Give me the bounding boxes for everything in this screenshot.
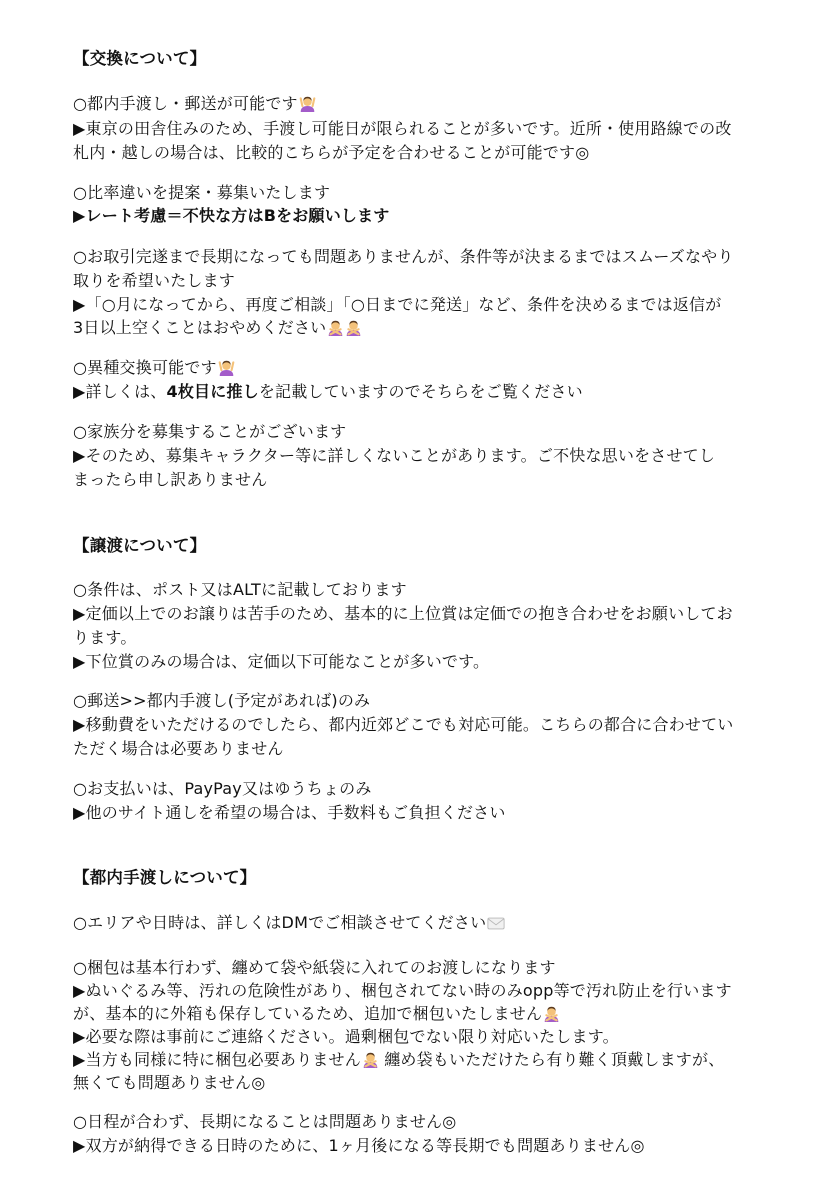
transfer-item2-title: ○郵送>>都内手渡し(予定があれば)のみ <box>73 691 371 710</box>
person-gesturing-no-icon <box>362 1051 379 1068</box>
exchange-item3-line2: 3日以上空くことはおやめください <box>73 317 362 339</box>
handover-item2-line2: が、基本的に外箱も保存しているため、追加で梱包いたしません <box>73 1003 560 1025</box>
transfer-item2-line2: ただく場合は必要ありません <box>73 739 284 758</box>
exchange-item1-line1: ▶東京の田舎住みのため、手渡し可能日が限られることが多いです。近所・使用路線での改 <box>73 119 732 138</box>
transfer-item1-line2: ります。 <box>73 628 137 647</box>
section-heading-exchange: 【交換について】 <box>73 49 207 68</box>
transfer-item1-line1: ▶定価以上でのお譲りは苦手のため、基本的に上位賞は定価での抱き合わせをお願いしてお <box>73 604 733 623</box>
person-gesturing-no-icon <box>345 319 362 336</box>
handover-item3-title: ○日程が合わず、長期になることは問題ありません◎ <box>73 1112 457 1131</box>
transfer-item1-title: ○条件は、ポスト又はALTに記載しております <box>73 580 407 599</box>
exchange-item2-line1: ▶レート考慮＝不快な方はBをお願いします <box>73 206 390 225</box>
exchange-item5-line2: まったら申し訳ありません <box>73 470 268 489</box>
handover-item1-title: ○エリアや日時は、詳しくはDMでご相談させてください <box>73 912 505 934</box>
section-heading-transfer: 【譲渡について】 <box>73 536 207 555</box>
transfer-item3-title: ○お支払いは、PayPay又はゆうちょのみ <box>73 779 372 798</box>
handover-item2-title: ○梱包は基本行わず、纏めて袋や紙袋に入れてのお渡しになります <box>73 958 556 977</box>
envelope-icon <box>487 916 505 931</box>
handover-item2-line1: ▶ぬいぐるみ等、汚れの危険性があり、梱包されてない時のみopp等で汚れ防止を行います <box>73 981 732 1000</box>
exchange-item5-title: ○家族分を募集することがございます <box>73 422 347 441</box>
exchange-item3-title1: ○お取引完遂まで長期になっても問題ありませんが、条件等が決まるまではスムーズなやり <box>73 247 734 266</box>
exchange-item1-line2: 札内・越しの場合は、比較的こちらが予定を合わせることが可能です◎ <box>73 143 590 162</box>
exchange-item2-title: ○比率違いを提案・募集いたします <box>73 183 331 202</box>
person-gesturing-no-icon <box>327 319 344 336</box>
exchange-item4-title: ○異種交換可能です <box>73 357 235 379</box>
transfer-item3-line1: ▶他のサイト通しを希望の場合は、手数料もご負担ください <box>73 803 506 822</box>
person-gesturing-no-icon <box>543 1005 560 1022</box>
exchange-item5-line1: ▶そのため、募集キャラクター等に詳しくないことがあります。ご不快な思いをさせてし <box>73 446 716 465</box>
exchange-item3-title2: 取りを希望いたします <box>73 271 236 290</box>
exchange-item4-line1: ▶詳しくは、4枚目に推しを記載していますのでそちらをご覧ください <box>73 382 583 401</box>
handover-item3-line1: ▶双方が納得できる日時のために、1ヶ月後になる等長期でも問題ありません◎ <box>73 1136 645 1155</box>
handover-item2-line5: 無くても問題ありません◎ <box>73 1073 266 1092</box>
exchange-item3-line1: ▶「○月になってから、再度ご相談」「○日までに発送」など、条件を決めるまでは返信が <box>73 295 722 314</box>
person-gesturing-icon <box>218 359 235 376</box>
handover-item2-line3: ▶必要な際は事前にご連絡ください。過剰梱包でない限り対応いたします。 <box>73 1027 619 1046</box>
transfer-item2-line1: ▶移動費をいただけるのでしたら、都内近郊どこでも対応可能。こちらの都合に合わせてい <box>73 715 734 734</box>
transfer-item1-line3: ▶下位賞のみの場合は、定価以下可能なことが多いです。 <box>73 652 490 671</box>
person-gesturing-icon <box>299 95 316 112</box>
section-heading-handover: 【都内手渡しについて】 <box>73 868 257 887</box>
handover-item2-line4: ▶当方も同様に特に梱包必要ありません 纏め袋もいただけたら有り難く頂戴しますが、 <box>73 1050 725 1069</box>
exchange-item1-title: ○都内手渡し・郵送が可能です <box>73 93 316 115</box>
